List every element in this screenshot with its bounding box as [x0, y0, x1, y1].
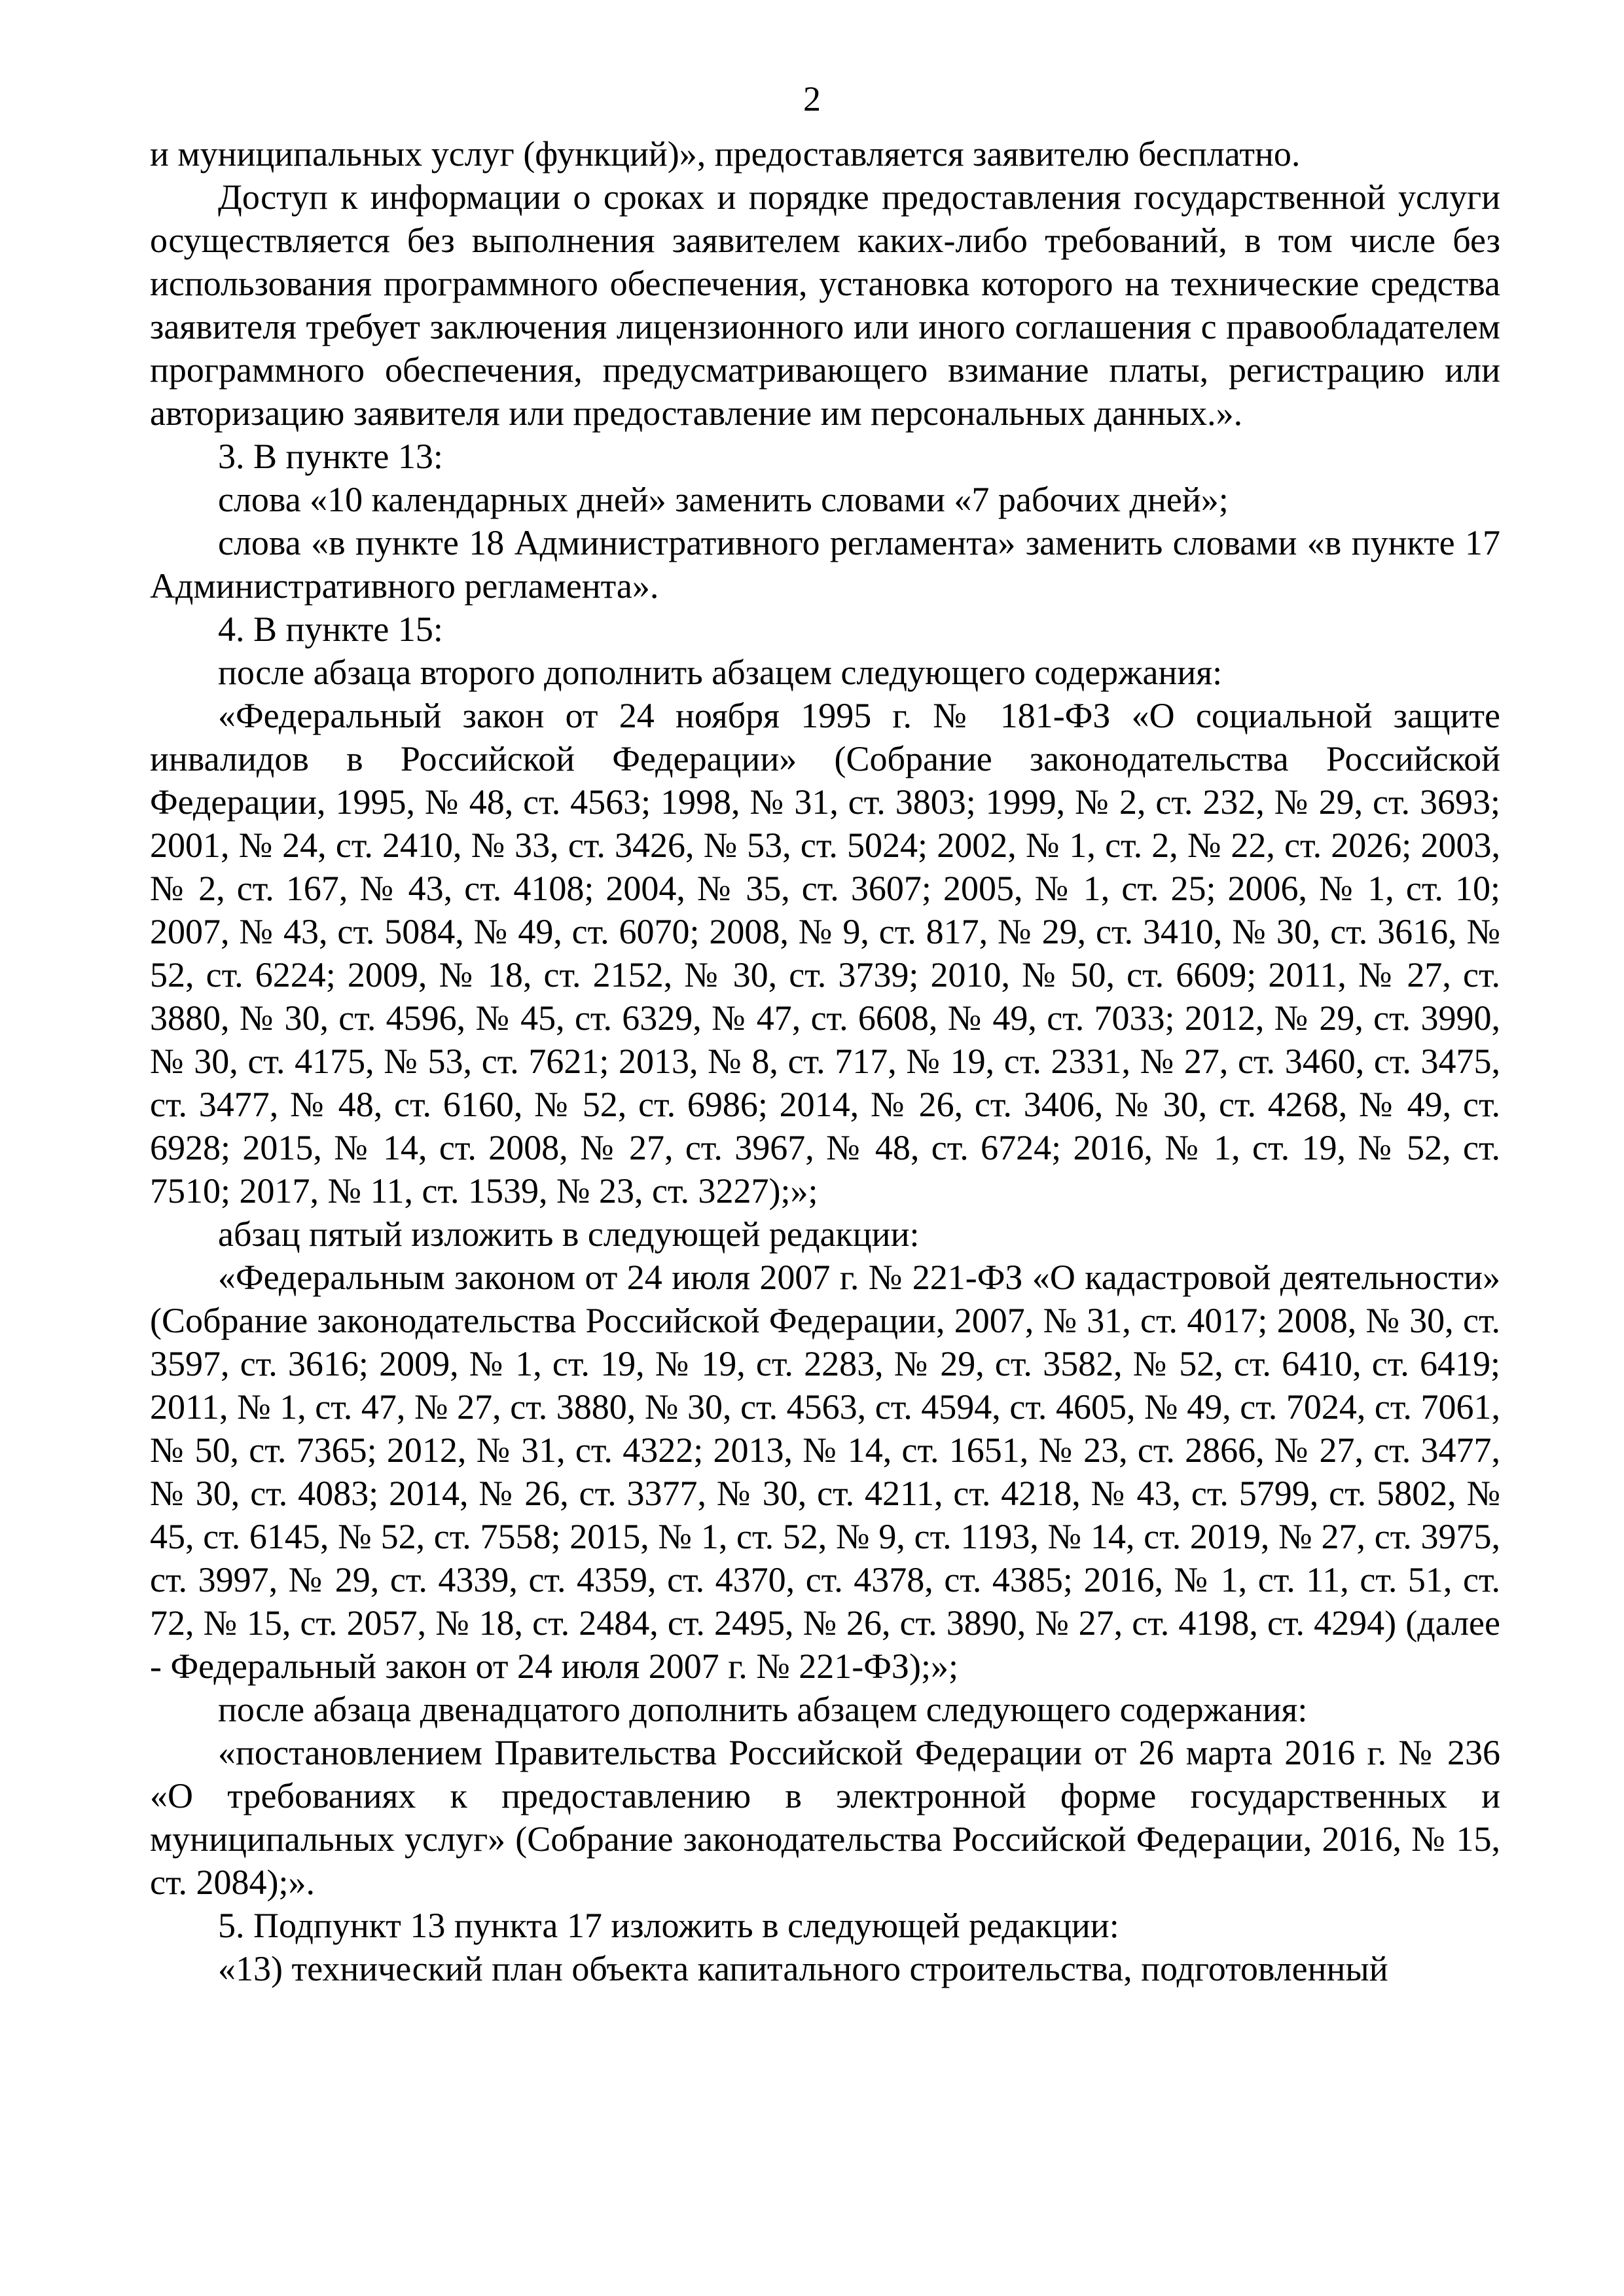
paragraph-access-info: Доступ к информации о сроках и порядке предоставления государственной услуги осуществляется без выполнения заявителем каких-либо требований, в том числе без использования программного обеспечения, установка которого на технические средства заявителя требует заключения лицензионного или иного соглашения с правообладателем программного обеспечения, предусматривающего взимание платы, регистрацию или авторизацию заявителя или предоставление им персональных данных.». [150, 177, 1500, 433]
paragraph-government-decree-236: «постановлением Правительства Российской Федерации от 26 марта 2016 г. № 236 «О требованиях к предоставлению в электронной форме государственных и муниципальных услуг» (Собрание законодательства Российской Федерации, 2016, № 15, ст. 2084);». [150, 1733, 1500, 1902]
paragraph-item-3-change-1: слова «10 календарных дней» заменить словами «7 рабочих дней»; [218, 480, 1229, 519]
paragraph-federal-law-221: «Федеральным законом от 24 июля 2007 г. № 221-ФЗ «О кадастровой деятельности» (Собрание законодательства Российской Федерации, 2007, № 31, ст. 4017; 2008, № 30, ст. 3597, ст. 3616; 2009, № 1, ст. 19, № 19, ст. 2283, № 29, ст. 3582, № 52, ст. 6410, ст. 6419; 2011, № 1, ст. 47, № 27, ст. 3880, № 30, ст. 4563, ст. 4594, ст. 4605, № 49, ст. 7024, ст. 7061, № 50, ст. 7365; 2012, № 31, ст. 4322; 2013, № 14, ст. 1651, № 23, ст. 2866, № 27, ст. 3477, № 30, ст. 4083; 2014, № 26, ст. 3377, № 30, ст. 4211, ст. 4218, № 43, ст. 5799, ст. 5802, № 45, ст. 6145, № 52, ст. 7558; 2015, № 1, ст. 52, № 9, ст. 1193, № 14, ст. 2019, № 27, ст. 3975, ст. 3997, № 29, ст. 4339, ст. 4359, ст. 4370, ст. 4378, ст. 4385; 2016, № 1, ст. 11, ст. 51, ст. 72, № 15, ст. 2057, № 18, ст. 2484, ст. 2495, № 26, ст. 3890, № 27, ст. 4198, ст. 4294) (далее - Федеральный закон от 24 июля 2007 г. № 221-ФЗ);»; [150, 1258, 1500, 1686]
document-body [150, 132, 1500, 1990]
paragraph-item-4-heading: 4. В пункте 15: [218, 610, 443, 649]
paragraph-item-4-instruction-1: после абзаца второго дополнить абзацем следующего содержания: [218, 653, 1223, 692]
paragraph-item-5-heading: 5. Подпункт 13 пункта 17 изложить в следующей редакции: [218, 1906, 1119, 1945]
paragraph-federal-law-181: «Федеральный закон от 24 ноября 1995 г. № 181-ФЗ «О социальной защите инвалидов в Российской Федерации» (Собрание законодательства Российской Федерации, 1995, № 48, ст. 4563; 1998, № 31, ст. 3803; 1999, № 2, ст. 232, № 29, ст. 3693; 2001, № 24, ст. 2410, № 33, ст. 3426, № 53, ст. 5024; 2002, № 1, ст. 2, № 22, ст. 2026; 2003, № 2, ст. 167, № 43, ст. 4108; 2004, № 35, ст. 3607; 2005, № 1, ст. 25; 2006, № 1, ст. 10; 2007, № 43, ст. 5084, № 49, ст. 6070; 2008, № 9, ст. 817, № 29, ст. 3410, № 30, ст. 3616, № 52, ст. 6224; 2009, № 18, ст. 2152, № 30, ст. 3739; 2010, № 50, ст. 6609; 2011, № 27, ст. 3880, № 30, ст. 4596, № 45, ст. 6329, № 47, ст. 6608, № 49, ст. 7033; 2012, № 29, ст. 3990, № 30, ст. 4175, № 53, ст. 7621; 2013, № 8, ст. 717, № 19, ст. 2331, № 27, ст. 3460, ст. 3475, ст. 3477, № 48, ст. 6160, № 52, ст. 6986; 2014, № 26, ст. 3406, № 30, ст. 4268, № 49, ст. 6928; 2015, № 14, ст. 2008, № 27, ст. 3967, № 48, ст. 6724; 2016, № 1, ст. 19, № 52, ст. 7510; 2017, № 11, ст. 1539, № 23, ст. 3227);»; [150, 696, 1500, 1211]
paragraph-subitem-13: «13) технический план объекта капитального строительства, подготовленный [218, 1949, 1388, 1988]
paragraph-item-4-instruction-3: после абзаца двенадцатого дополнить абзацем следующего содержания: [218, 1690, 1308, 1729]
paragraph-item-3-heading: 3. В пункте 13: [218, 437, 443, 476]
page-number: 2 [803, 79, 821, 118]
paragraph-continuation: и муниципальных услуг (функций)», предоставляется заявителю бесплатно. [150, 134, 1301, 173]
paragraph-item-4-instruction-2: абзац пятый изложить в следующей редакции: [218, 1214, 920, 1254]
paragraph-item-3-change-2: слова «в пункте 18 Административного регламента» заменить словами «в пункте 17 Административного регламента». [150, 523, 1500, 606]
